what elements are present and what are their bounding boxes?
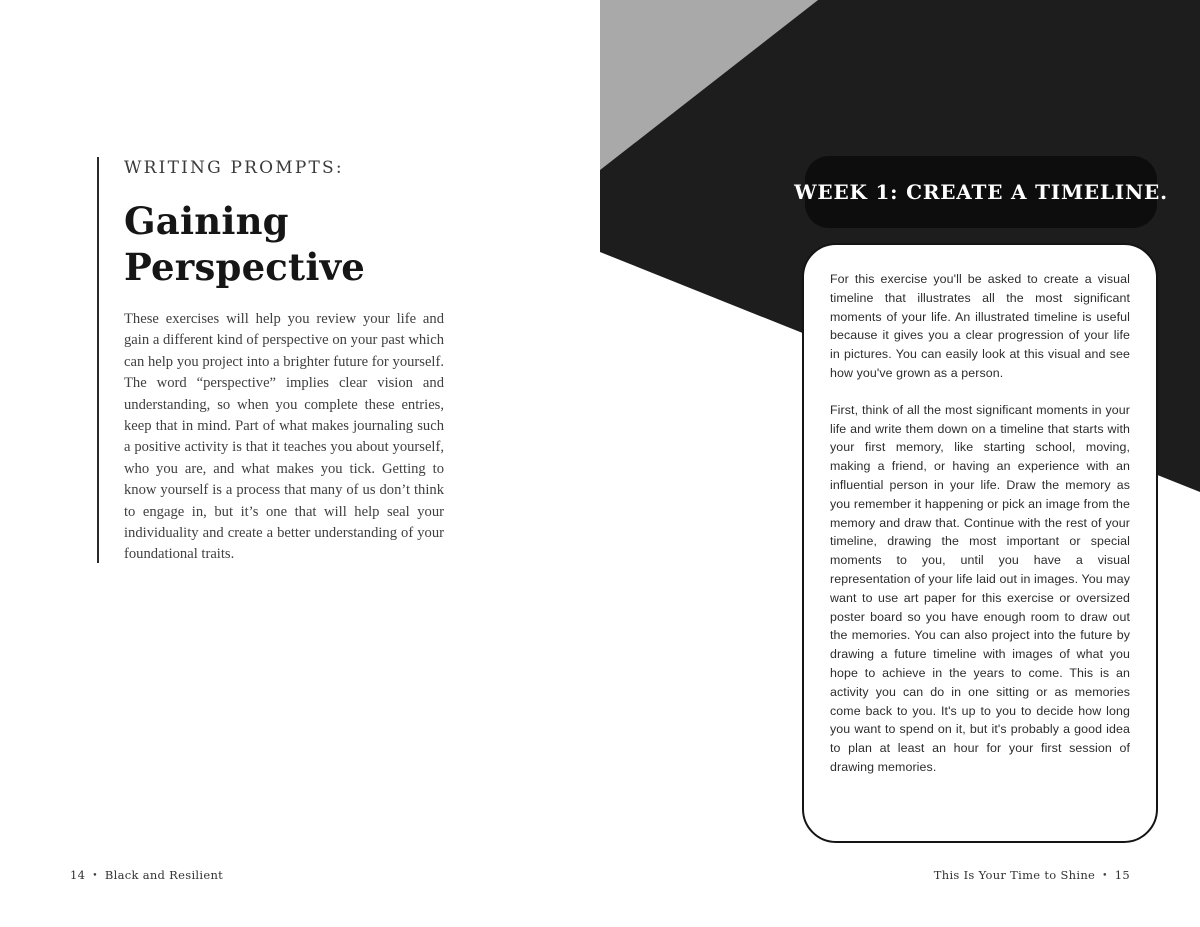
exercise-card [802,243,1158,843]
page-title-line-1: Gaining [124,199,289,243]
section-eyebrow: WRITING PROMPTS: [124,158,344,178]
page-title [124,198,444,290]
right-page-number: 15 [1114,868,1130,882]
exercise-paragraph-2: First, think of all the most significant moments in your life and write them down on a timeline that starts with your first memory, like starting school, moving, making a friend, or having an experience with an influential person in your life. Draw the memory as you remember it happening or pick an image from the memory and draw that. Continue with the rest of your timeline, drawing the most important or special moments to you, until you have a visual representation of your life laid out in images. You may want to use art paper for this exercise or oversized poster board so you have enough room to draw out the memories. You can also project into the future by drawing a future timeline with images of what you hope to achieve in the years to come. This is an activity you can do in one sitting or as memories come back to you. It's up to you to decide how long you want to spend on it, but it's probably a good idea to plan at least an hour for your first session of drawing memories. [830,402,1130,774]
left-page-footer [70,868,223,882]
intro-paragraph: These exercises will help you review your life and gain a different kind of perspective on your past which can help you project into a brighter future for yourself. The word “perspective” implies clear vision and understanding, so when you complete these entries, keep that in mind. Part of what makes journaling such a positive activity is that it teaches you about yourself, who you are, and what makes you tick. Getting to know yourself is a process that many of us don’t think to engage in, but it’s one that will help seal your individuality and create a better understanding of your foundational traits. [124,311,444,563]
week-title-badge [794,156,1168,228]
footer-separator-dot: • [92,871,98,881]
section-title: This Is Your Time to Shine [933,868,1096,882]
exercise-paragraph-1: For this exercise you'll be asked to create a visual timeline that illustrates all the most significant moments of your life. An illustrated timeline is useful because it gives you a clear progression of your life in pictures. You can easily look at this visual and see how you've grown as a person. [830,272,1130,380]
left-page-column [124,158,444,566]
left-page-number: 14 [70,868,86,882]
title-accent-rule [97,157,99,563]
week-title-label: WEEK 1: CREATE A TIMELINE. [794,180,1168,204]
book-title: Black and Resilient [104,868,224,882]
right-page-footer [934,868,1130,882]
footer-separator-dot: • [1102,871,1108,881]
page-title-line-2: Perspective [124,245,366,289]
